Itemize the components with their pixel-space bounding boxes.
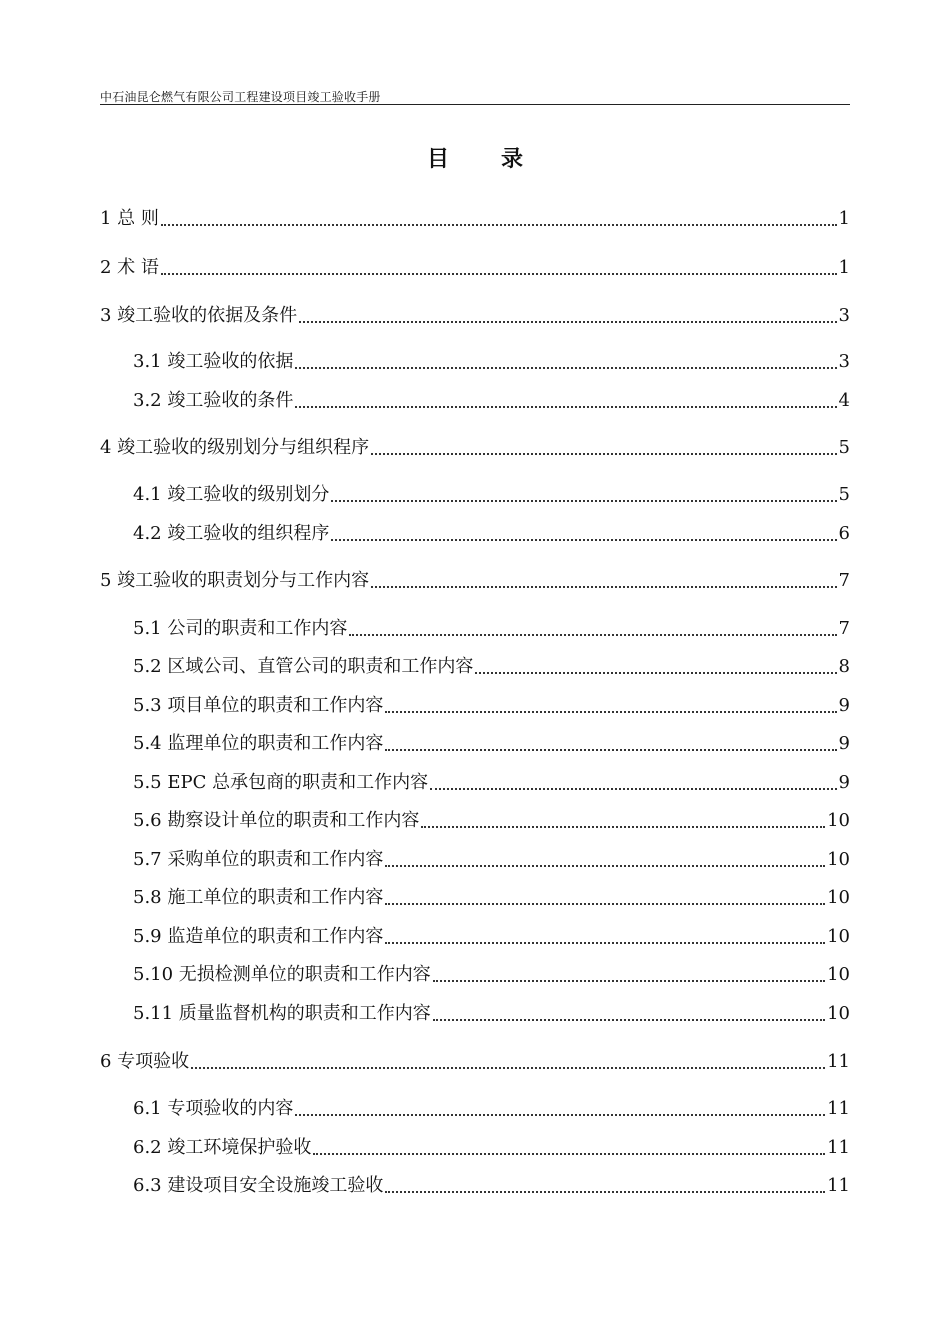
dot-leader: [385, 942, 825, 944]
toc-entry-page-number: 10: [827, 887, 850, 908]
running-header: [100, 86, 850, 105]
toc-entry-page-number: 6: [838, 523, 850, 544]
toc-entry-label: 5.10 无损检测单位的职责和工作内容: [133, 964, 431, 985]
toc-entry-page-number: 10: [827, 964, 850, 985]
toc-entry-section-5-3[interactable]: [133, 694, 850, 718]
toc-entry-label: 4.2 竣工验收的组织程序: [133, 523, 330, 544]
dot-leader: [299, 321, 836, 323]
toc-entry-section-5-2[interactable]: [133, 655, 850, 679]
dot-leader: [295, 367, 836, 369]
toc-entry-section-6-3[interactable]: [133, 1174, 850, 1198]
toc-title: [0, 144, 950, 174]
toc-entry-page-number: 11: [827, 1175, 850, 1196]
toc-entry-label: 6.1 专项验收的内容: [133, 1098, 294, 1119]
dot-leader: [385, 1191, 825, 1193]
toc-entry-section-6-1[interactable]: [133, 1097, 850, 1121]
toc-entry-chapter-1[interactable]: [100, 207, 850, 231]
dot-leader: [349, 634, 836, 636]
toc-entry-page-number: 5: [838, 437, 850, 458]
toc-entry-page-number: 7: [838, 570, 850, 591]
toc-entry-chapter-5[interactable]: [100, 569, 850, 593]
dot-leader: [430, 788, 836, 790]
toc-entry-page-number: 9: [838, 733, 850, 754]
toc-entry-page-number: 5: [838, 484, 850, 505]
toc-entry-section-5-11[interactable]: [133, 1002, 850, 1026]
toc-entry-section-5-10[interactable]: [133, 963, 850, 987]
toc-entry-label: 5.4 监理单位的职责和工作内容: [133, 733, 384, 754]
dot-leader: [475, 672, 836, 674]
dot-leader: [385, 711, 836, 713]
toc-entry-section-4-2[interactable]: [133, 522, 850, 546]
toc-entry-label: 5.5 EPC 总承包商的职责和工作内容: [133, 772, 429, 793]
toc-entry-page-number: 10: [827, 849, 850, 870]
toc-entry-section-5-6[interactable]: [133, 809, 850, 833]
toc-entry-label: 5.2 区域公司、直管公司的职责和工作内容: [133, 656, 474, 677]
toc-entry-section-5-9[interactable]: [133, 925, 850, 949]
toc-entry-label: 5.11 质量监督机构的职责和工作内容: [133, 1003, 431, 1024]
toc-entry-label: 4.1 竣工验收的级别划分: [133, 484, 330, 505]
toc-entry-page-number: 4: [838, 390, 850, 411]
toc-entry-chapter-3[interactable]: [100, 304, 850, 328]
dot-leader: [191, 1067, 825, 1069]
toc-entry-label: 5.6 勘察设计单位的职责和工作内容: [133, 810, 420, 831]
dot-leader: [295, 1114, 825, 1116]
toc-entry-section-5-4[interactable]: [133, 732, 850, 756]
toc-entry-label: 3.1 竣工验收的依据: [133, 351, 294, 372]
toc-entry-label: 5.7 采购单位的职责和工作内容: [133, 849, 384, 870]
toc-entry-page-number: 11: [827, 1098, 850, 1119]
toc-entry-page-number: 1: [838, 257, 850, 278]
toc-entry-label: 5.9 监造单位的职责和工作内容: [133, 926, 384, 947]
toc-entry-chapter-4[interactable]: [100, 436, 850, 460]
toc-entry-label: 6 专项验收: [100, 1051, 190, 1072]
toc-entry-chapter-2[interactable]: [100, 256, 850, 280]
toc-entry-page-number: 3: [838, 305, 850, 326]
toc-entry-label: 3 竣工验收的依据及条件: [100, 305, 298, 326]
toc-entry-label: 6.3 建设项目安全设施竣工验收: [133, 1175, 384, 1196]
toc-entry-section-4-1[interactable]: [133, 483, 850, 507]
toc-entry-section-3-1[interactable]: [133, 350, 850, 374]
dot-leader: [385, 903, 825, 905]
toc-entry-page-number: 10: [827, 1003, 850, 1024]
toc-title-char-1: 目: [426, 146, 449, 172]
toc-entry-section-5-5[interactable]: [133, 771, 850, 795]
toc-entry-page-number: 11: [827, 1051, 850, 1072]
toc-entry-page-number: 8: [838, 656, 850, 677]
toc-entry-section-3-2[interactable]: [133, 389, 850, 413]
dot-leader: [161, 224, 837, 226]
toc-entry-page-number: 10: [827, 926, 850, 947]
dot-leader: [433, 1019, 825, 1021]
dot-leader: [421, 826, 825, 828]
dot-leader: [331, 500, 836, 502]
dot-leader: [433, 980, 825, 982]
dot-leader: [385, 865, 825, 867]
toc-entry-label: 1 总 则: [100, 208, 159, 229]
toc-entry-label: 4 竣工验收的级别划分与组织程序: [100, 437, 370, 458]
toc-entry-page-number: 3: [838, 351, 850, 372]
toc-entry-label: 5.3 项目单位的职责和工作内容: [133, 695, 384, 716]
toc-entry-section-5-8[interactable]: [133, 886, 850, 910]
toc-entry-label: 5.1 公司的职责和工作内容: [133, 618, 348, 639]
dot-leader: [295, 406, 836, 408]
toc-entry-label: 5 竣工验收的职责划分与工作内容: [100, 570, 370, 591]
toc-entry-chapter-6[interactable]: [100, 1050, 850, 1074]
toc-entry-page-number: 11: [827, 1137, 850, 1158]
toc-entry-label: 6.2 竣工环境保护验收: [133, 1137, 312, 1158]
running-header-text: 中石油昆仑燃气有限公司工程建设项目竣工验收手册: [100, 90, 381, 104]
toc-entry-label: 5.8 施工单位的职责和工作内容: [133, 887, 384, 908]
toc-entry-page-number: 9: [838, 772, 850, 793]
toc-entry-section-6-2[interactable]: [133, 1136, 850, 1160]
dot-leader: [371, 586, 836, 588]
toc-title-char-2: 录: [501, 146, 524, 172]
toc-entry-label: 2 术 语: [100, 257, 159, 278]
toc-entry-label: 3.2 竣工验收的条件: [133, 390, 294, 411]
dot-leader: [371, 453, 836, 455]
dot-leader: [385, 749, 836, 751]
dot-leader: [161, 273, 837, 275]
dot-leader: [331, 539, 836, 541]
toc-entry-section-5-1[interactable]: [133, 617, 850, 641]
toc-entry-page-number: 10: [827, 810, 850, 831]
dot-leader: [313, 1153, 825, 1155]
toc-entry-section-5-7[interactable]: [133, 848, 850, 872]
toc-entry-page-number: 1: [838, 208, 850, 229]
toc-entry-page-number: 9: [838, 695, 850, 716]
toc-entry-page-number: 7: [838, 618, 850, 639]
